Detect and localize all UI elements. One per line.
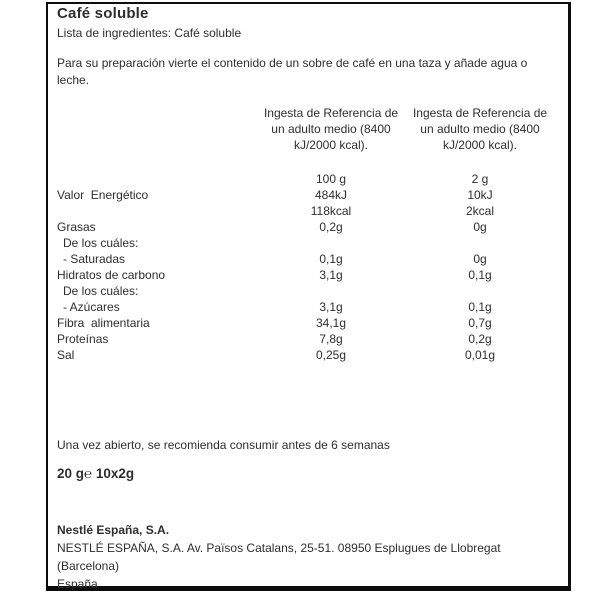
value-per-100g [255,283,407,299]
product-title: Café soluble [57,5,149,22]
manufacturer-country: España [57,577,98,591]
value-per-100g: 0,2g [319,220,343,234]
product-label [46,2,571,591]
table-row [57,171,562,187]
nutrient-label: - Saturadas [63,252,126,266]
nutrition-table [57,105,562,363]
table-row [57,299,562,315]
table-row [57,283,562,299]
nutrient-label: Sal [57,348,75,362]
nutrient-label: Fibra alimentaria [57,316,150,330]
value-per-100g: 3,1g [319,300,343,314]
table-row [57,219,562,235]
value-per-100g [255,235,407,251]
value-per-2g: 0,01g [464,348,496,362]
manufacturer-block [57,521,537,593]
value-per-2g: 0g [473,252,487,266]
value-per-2g: 2 g [471,172,489,186]
value-per-100g: 7,8g [319,332,343,346]
table-row [57,331,562,347]
value-per-100g: 484kJ [314,188,348,202]
value-per-100g: 0,1g [319,252,343,266]
nutrient-label: - Azúcares [63,300,120,314]
value-per-100g: 3,1g [319,268,343,282]
value-per-2g: 10kJ [467,188,493,202]
nutrient-label [57,203,255,219]
value-per-2g: 2kcal [465,204,494,218]
table-row [57,347,562,363]
table-row [57,235,562,251]
manufacturer-address: NESTLÉ ESPAÑA, S.A. Av. Països Catalans, 25-51. 08950 Esplugues de Llobregat (Barcelona) [57,541,501,573]
table-row [57,251,562,267]
nutrient-label: Valor Energético [57,188,149,202]
nutrition-header-spacer [57,105,255,153]
net-weight: 20 g℮ 10x2g [57,466,135,481]
preparation-instructions: Para su preparación vierte el contenido de un sobre de café en una taza y añade agua o leche. [57,56,528,87]
value-per-2g: 0,1g [468,300,492,314]
nutrient-label: Hidratos de carbono [57,268,166,282]
storage-note: Una vez abierto, se recomienda consumir antes de 6 semanas [57,438,390,452]
table-row [57,203,562,219]
value-per-100g: 118kcal [310,204,352,218]
table-row [57,315,562,331]
nutrition-header-col-2g [407,105,553,153]
nutrient-label: De los cuáles: [63,236,139,250]
value-per-100g: 34,1g [315,316,347,330]
manufacturer-name: Nestlé España, S.A. [57,523,170,537]
table-row [57,187,562,203]
value-per-2g: 0,2g [468,332,492,346]
nutrient-label: De los cuáles: [63,284,139,298]
value-per-2g [407,283,553,299]
value-per-2g: 0,7g [468,316,492,330]
nutrition-header-col-100g [255,105,407,153]
value-per-2g [407,235,553,251]
value-per-100g: 100 g [315,172,347,186]
nutrition-table-header [57,105,562,153]
nutrient-label: Proteínas [57,332,109,346]
reference-intake-col2-text: Ingesta de Referencia de un adulto medio (8400 kJ/2000 kcal). [412,106,548,152]
nutrition-rows [57,171,562,363]
value-per-2g: 0,1g [468,268,492,282]
ingredients-list: Lista de ingredientes: Café soluble [57,26,242,40]
nutrient-label: Grasas [57,220,96,234]
nutrient-label [57,171,255,187]
value-per-2g: 0g [473,220,487,234]
reference-intake-col1-text: Ingesta de Referencia de un adulto medio (8400 kJ/2000 kcal). [263,106,399,152]
table-row [57,267,562,283]
value-per-100g: 0,25g [315,348,347,362]
